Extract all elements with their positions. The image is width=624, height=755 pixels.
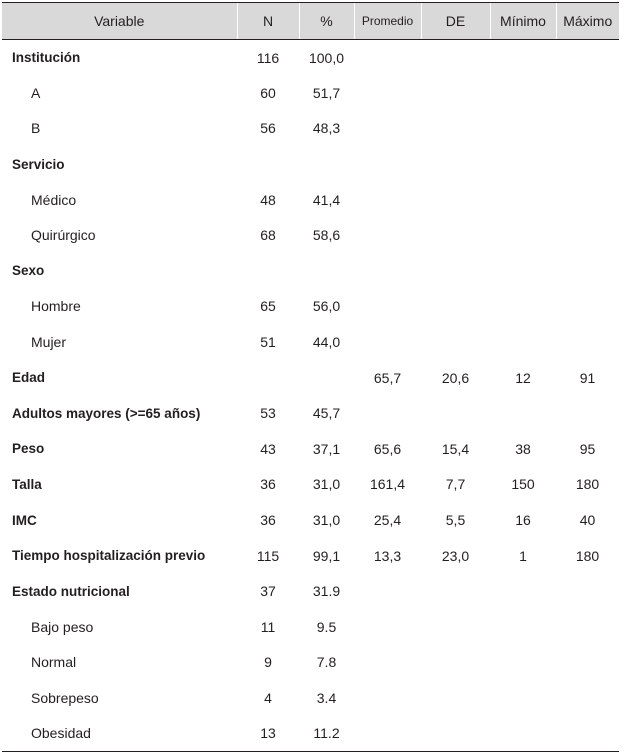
cell-percent: 56,0	[312, 298, 341, 315]
cell-promedio	[354, 111, 421, 147]
table-row	[2, 680, 619, 716]
header-n: N	[237, 3, 299, 40]
cell-percent: 31.9	[312, 583, 341, 600]
cell-promedio	[354, 146, 421, 182]
cell-percent: 31,0	[312, 512, 341, 529]
cell-percent	[299, 253, 354, 289]
cell-promedio	[354, 182, 421, 218]
cell-min	[490, 324, 556, 360]
cell-min	[490, 75, 556, 111]
cell-de	[421, 573, 490, 609]
cell-n: 48	[260, 191, 276, 208]
cell-de	[421, 75, 490, 111]
cell-min	[490, 395, 556, 431]
cell-min	[490, 680, 556, 716]
table-row	[2, 182, 619, 218]
cell-min: 38	[515, 440, 531, 457]
cell-max	[556, 217, 619, 253]
table-row	[2, 40, 619, 76]
cell-percent: 11.2	[299, 716, 354, 752]
cell-max	[556, 253, 619, 289]
cell-percent: 45,7	[312, 405, 341, 422]
table-row	[2, 289, 619, 325]
cell-de	[421, 680, 490, 716]
row-label: IMC	[12, 512, 37, 528]
row-label: B	[31, 120, 41, 137]
cell-min: 1	[519, 547, 527, 564]
cell-min	[490, 289, 556, 325]
cell-de	[421, 253, 490, 289]
cell-n: 36	[260, 476, 276, 493]
table-row	[2, 538, 619, 574]
cell-promedio	[354, 395, 421, 431]
cell-promedio	[354, 40, 421, 76]
row-label: Normal	[31, 654, 77, 671]
cell-n: 9	[264, 654, 272, 671]
row-label: Bajo peso	[31, 618, 94, 635]
cell-max: 91	[579, 369, 596, 386]
cell-n	[237, 360, 299, 396]
table-row	[2, 645, 619, 681]
header-row	[2, 3, 619, 40]
cell-n	[237, 253, 299, 289]
cell-percent: 41,4	[312, 191, 341, 208]
cell-de: 23,0	[441, 547, 470, 564]
cell-promedio	[354, 253, 421, 289]
cell-max: 180	[575, 547, 600, 564]
cell-promedio: 65,6	[373, 440, 402, 457]
cell-de: 20,6	[441, 369, 470, 386]
cell-max	[556, 40, 619, 76]
table-row	[2, 217, 619, 253]
cell-promedio: 161,4	[369, 476, 406, 493]
cell-n	[237, 146, 299, 182]
cell-de: 7,7	[445, 476, 466, 493]
row-label: Adultos mayores (>=65 años)	[12, 405, 201, 421]
cell-percent: 31,0	[312, 476, 341, 493]
cell-min	[490, 146, 556, 182]
cell-max	[556, 182, 619, 218]
cell-max	[556, 111, 619, 147]
cell-min	[490, 253, 556, 289]
cell-promedio	[354, 716, 421, 752]
table-row	[2, 609, 619, 645]
cell-min: 150	[511, 476, 535, 493]
table-row	[2, 716, 619, 752]
cell-promedio	[354, 680, 421, 716]
cell-n: 68	[260, 227, 276, 244]
row-label: Médico	[31, 191, 77, 208]
table-row	[2, 431, 619, 467]
cell-promedio	[354, 645, 421, 681]
header-percent: %	[299, 3, 354, 40]
cell-n: 56	[260, 120, 276, 137]
table-row	[2, 324, 619, 360]
cell-de: 15,4	[441, 440, 470, 457]
header-promedio: Promedio	[354, 3, 421, 40]
cell-n: 43	[260, 440, 276, 457]
row-label: Peso	[12, 441, 45, 457]
cell-n: 51	[260, 334, 276, 351]
header-maximo: Máximo	[556, 3, 619, 40]
cell-n: 116	[256, 49, 280, 66]
cell-max	[556, 680, 619, 716]
cell-promedio: 25,4	[373, 512, 402, 529]
cell-max: 40	[579, 512, 596, 529]
cell-promedio	[354, 75, 421, 111]
cell-min	[490, 716, 556, 752]
cell-percent: 44,0	[312, 334, 341, 351]
cell-de	[421, 146, 490, 182]
header-variable: Variable	[2, 3, 237, 40]
row-label: Edad	[12, 370, 46, 386]
data-table	[2, 2, 619, 752]
cell-percent: 100,0	[308, 49, 345, 66]
cell-de	[421, 182, 490, 218]
row-label: A	[31, 84, 41, 101]
cell-max	[556, 395, 619, 431]
table-body	[2, 40, 619, 752]
table-row	[2, 253, 619, 289]
cell-percent: 51,7	[312, 84, 341, 101]
cell-n: 13	[237, 716, 299, 752]
cell-percent: 9.5	[316, 618, 337, 635]
row-label: Hombre	[31, 298, 81, 315]
row-label: Sexo	[12, 263, 45, 279]
cell-percent: 3.4	[316, 689, 337, 706]
cell-n: 60	[260, 84, 276, 101]
cell-de	[421, 111, 490, 147]
header-minimo: Mínimo	[490, 3, 556, 40]
row-label: Mujer	[31, 334, 67, 351]
cell-max	[556, 75, 619, 111]
cell-percent: 7.8	[316, 654, 337, 671]
cell-de	[421, 289, 490, 325]
cell-de	[421, 645, 490, 681]
table-row	[2, 573, 619, 609]
table-row	[2, 502, 619, 538]
cell-max	[556, 289, 619, 325]
cell-percent	[299, 146, 354, 182]
table-row	[2, 395, 619, 431]
cell-de	[421, 324, 490, 360]
table-row	[2, 146, 619, 182]
cell-min: 12	[515, 369, 531, 386]
cell-max	[556, 645, 619, 681]
cell-min	[490, 40, 556, 76]
cell-min	[490, 573, 556, 609]
cell-max	[556, 324, 619, 360]
row-label: Servicio	[12, 156, 65, 172]
row-label: Tiempo hospitalización previo	[12, 548, 206, 564]
row-label: Institución	[12, 50, 81, 66]
cell-min: 16	[515, 512, 531, 529]
row-label: Talla	[12, 476, 42, 492]
cell-max	[556, 573, 619, 609]
cell-n: 65	[260, 298, 276, 315]
row-label: Obesidad	[2, 716, 237, 752]
cell-de	[421, 609, 490, 645]
cell-de: 5,5	[445, 512, 466, 529]
cell-promedio	[354, 324, 421, 360]
cell-min	[490, 217, 556, 253]
cell-n: 115	[256, 547, 280, 564]
cell-percent: 99,1	[312, 547, 341, 564]
cell-percent: 58,6	[312, 227, 341, 244]
cell-n: 11	[260, 618, 276, 635]
cell-min	[490, 111, 556, 147]
row-label: Sobrepeso	[31, 689, 99, 706]
table-row	[2, 467, 619, 503]
cell-de	[421, 40, 490, 76]
cell-max	[556, 716, 619, 752]
cell-promedio	[354, 573, 421, 609]
row-label: Quirúrgico	[31, 227, 96, 244]
cell-max	[556, 609, 619, 645]
cell-promedio	[354, 289, 421, 325]
cell-max: 95	[579, 440, 596, 457]
header-de: DE	[421, 3, 490, 40]
cell-percent: 48,3	[312, 120, 341, 137]
cell-min	[490, 182, 556, 218]
cell-de	[421, 217, 490, 253]
row-label: Estado nutricional	[12, 583, 130, 599]
cell-promedio: 65,7	[373, 369, 402, 386]
table-row	[2, 75, 619, 111]
cell-promedio: 13,3	[373, 547, 402, 564]
cell-percent: 37,1	[312, 440, 341, 457]
cell-n: 53	[260, 405, 276, 422]
table-row	[2, 111, 619, 147]
cell-promedio	[354, 217, 421, 253]
cell-n: 36	[260, 512, 276, 529]
cell-n: 4	[264, 689, 272, 706]
cell-de	[421, 395, 490, 431]
cell-min	[490, 609, 556, 645]
cell-max: 180	[575, 476, 600, 493]
cell-de	[421, 716, 490, 752]
cell-percent	[299, 360, 354, 396]
cell-min	[490, 645, 556, 681]
cell-max	[556, 146, 619, 182]
table-row	[2, 360, 619, 396]
cell-n: 37	[260, 583, 276, 600]
cell-promedio	[354, 609, 421, 645]
